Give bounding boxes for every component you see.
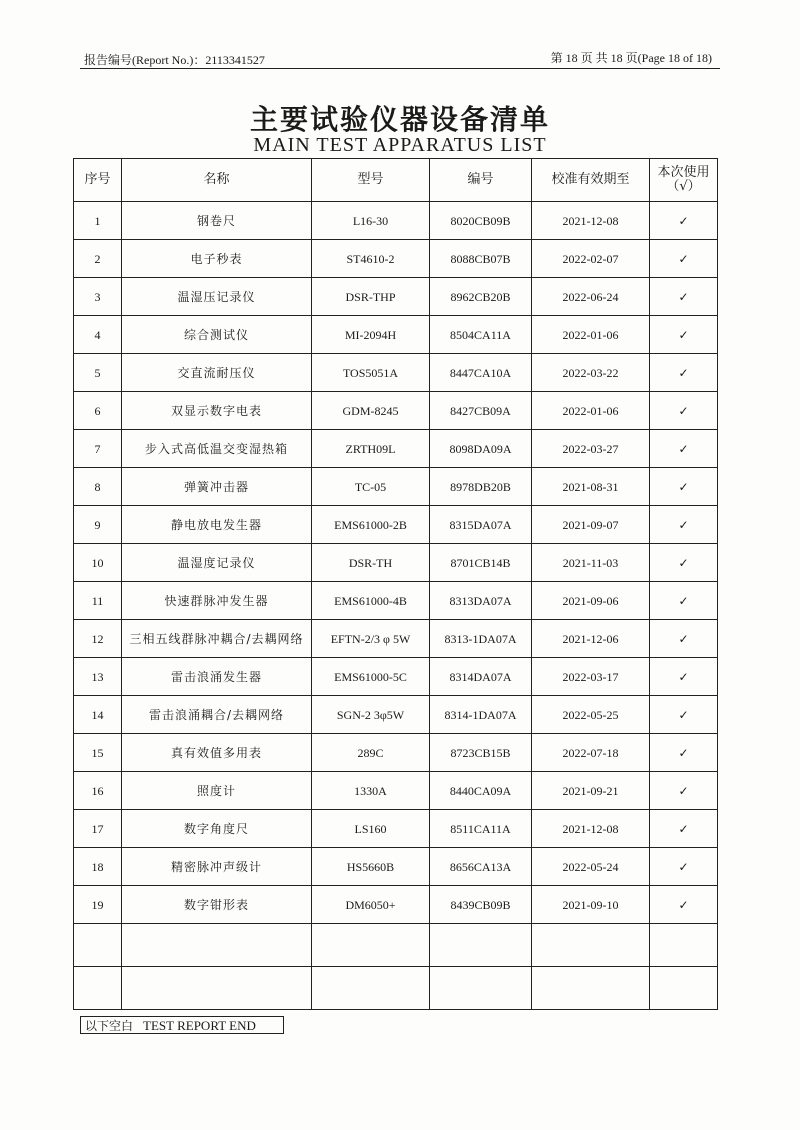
table-row (74, 620, 718, 658)
cell-name: 双显示数字电表 (122, 392, 312, 430)
cell-expiry: 2021-09-21 (532, 772, 650, 810)
cell-name: 综合测试仪 (122, 316, 312, 354)
cell-model: EMS61000-2B (312, 506, 430, 544)
end-label-english: TEST REPORT END (143, 1018, 256, 1033)
cell-expiry: 2022-03-22 (532, 354, 650, 392)
cell-name: 数字钳形表 (122, 886, 312, 924)
cell-name: 精密脉冲声级计 (122, 848, 312, 886)
table-row (74, 658, 718, 696)
cell-no: 5 (74, 354, 122, 392)
cell-model: ZRTH09L (312, 430, 430, 468)
cell-serial: 8439CB09B (430, 886, 532, 924)
cell-used-check: ✓ (650, 240, 718, 278)
table-row (74, 468, 718, 506)
table-row (74, 696, 718, 734)
table-row (74, 582, 718, 620)
table-row (74, 506, 718, 544)
cell-name: 快速群脉冲发生器 (122, 582, 312, 620)
cell-no: 19 (74, 886, 122, 924)
apparatus-table (73, 158, 718, 1010)
cell-expiry: 2021-09-07 (532, 506, 650, 544)
end-label-chinese: 以下空白 (85, 1019, 134, 1033)
table-row (74, 278, 718, 316)
cell-no: 6 (74, 392, 122, 430)
header-serial: 编号 (430, 159, 532, 202)
header-model: 型号 (312, 159, 430, 202)
cell-no: 10 (74, 544, 122, 582)
cell-model: ST4610-2 (312, 240, 430, 278)
cell-model: 1330A (312, 772, 430, 810)
cell-no: 15 (74, 734, 122, 772)
cell-serial: 8723CB15B (430, 734, 532, 772)
cell-name: 雷击浪涌耦合/去耦网络 (122, 696, 312, 734)
table-row (74, 544, 718, 582)
cell-serial: 8315DA07A (430, 506, 532, 544)
table-row (74, 772, 718, 810)
cell-used-check: ✓ (650, 544, 718, 582)
cell-expiry: 2021-09-10 (532, 886, 650, 924)
cell-serial: 8088CB07B (430, 240, 532, 278)
cell-no: 7 (74, 430, 122, 468)
cell-used-check: ✓ (650, 468, 718, 506)
cell-no: 18 (74, 848, 122, 886)
header-name: 名称 (122, 159, 312, 202)
cell-used-check: ✓ (650, 582, 718, 620)
cell-serial: 8701CB14B (430, 544, 532, 582)
cell-used-check: ✓ (650, 506, 718, 544)
cell-no: 12 (74, 620, 122, 658)
cell-expiry: 2022-07-18 (532, 734, 650, 772)
cell-expiry: 2021-12-08 (532, 202, 650, 240)
cell-expiry: 2021-09-06 (532, 582, 650, 620)
cell-name: 温湿压记录仪 (122, 278, 312, 316)
table-row-blank (74, 967, 718, 1010)
cell-expiry: 2021-08-31 (532, 468, 650, 506)
cell-serial: 8511CA11A (430, 810, 532, 848)
cell-serial: 8440CA09A (430, 772, 532, 810)
blank-cell (122, 967, 312, 1010)
cell-name: 温湿度记录仪 (122, 544, 312, 582)
table-row (74, 848, 718, 886)
blank-cell (650, 924, 718, 967)
blank-cell (430, 924, 532, 967)
cell-serial: 8098DA09A (430, 430, 532, 468)
cell-model: 289C (312, 734, 430, 772)
cell-used-check: ✓ (650, 886, 718, 924)
blank-cell (532, 924, 650, 967)
cell-no: 1 (74, 202, 122, 240)
cell-model: LS160 (312, 810, 430, 848)
cell-model: EMS61000-4B (312, 582, 430, 620)
cell-expiry: 2022-01-06 (532, 392, 650, 430)
cell-no: 8 (74, 468, 122, 506)
cell-used-check: ✓ (650, 620, 718, 658)
cell-model: TOS5051A (312, 354, 430, 392)
header-used: 本次使用（√） (650, 159, 718, 202)
table-body (74, 202, 718, 1010)
cell-serial: 8978DB20B (430, 468, 532, 506)
cell-used-check: ✓ (650, 316, 718, 354)
page-title-chinese: 主要试验仪器设备清单 (249, 103, 550, 136)
cell-model: DM6050+ (312, 886, 430, 924)
cell-model: L16-30 (312, 202, 430, 240)
cell-expiry: 2022-06-24 (532, 278, 650, 316)
cell-no: 4 (74, 316, 122, 354)
cell-model: MI-2094H (312, 316, 430, 354)
blank-cell (74, 967, 122, 1010)
cell-used-check: ✓ (650, 810, 718, 848)
cell-no: 13 (74, 658, 122, 696)
cell-expiry: 2021-12-08 (532, 810, 650, 848)
cell-name: 三相五线群脉冲耦合/去耦网络 (122, 620, 312, 658)
page-indicator: 第 18 页 共 18 页(Page 18 of 18) (550, 51, 712, 65)
cell-serial: 8504CA11A (430, 316, 532, 354)
cell-used-check: ✓ (650, 734, 718, 772)
blank-cell (312, 967, 430, 1010)
cell-no: 11 (74, 582, 122, 620)
blank-cell (312, 924, 430, 967)
cell-name: 照度计 (122, 772, 312, 810)
cell-expiry: 2022-03-27 (532, 430, 650, 468)
table-row (74, 202, 718, 240)
table-row (74, 810, 718, 848)
table-row (74, 240, 718, 278)
cell-serial: 8313DA07A (430, 582, 532, 620)
cell-no: 17 (74, 810, 122, 848)
cell-serial: 8427CB09A (430, 392, 532, 430)
cell-model: EMS61000-5C (312, 658, 430, 696)
cell-used-check: ✓ (650, 658, 718, 696)
cell-model: DSR-TH (312, 544, 430, 582)
cell-used-check: ✓ (650, 392, 718, 430)
table-row (74, 316, 718, 354)
page-title-english: MAIN TEST APPARATUS LIST (253, 134, 547, 156)
cell-model: HS5660B (312, 848, 430, 886)
cell-expiry: 2022-03-17 (532, 658, 650, 696)
cell-used-check: ✓ (650, 278, 718, 316)
cell-serial: 8020CB09B (430, 202, 532, 240)
cell-model: EFTN-2/3 φ 5W (312, 620, 430, 658)
cell-name: 电子秒表 (122, 240, 312, 278)
cell-expiry: 2021-12-06 (532, 620, 650, 658)
blank-cell (430, 967, 532, 1010)
cell-model: DSR-THP (312, 278, 430, 316)
cell-no: 14 (74, 696, 122, 734)
cell-used-check: ✓ (650, 202, 718, 240)
cell-serial: 8314DA07A (430, 658, 532, 696)
cell-used-check: ✓ (650, 848, 718, 886)
cell-no: 16 (74, 772, 122, 810)
header-no: 序号 (74, 159, 122, 202)
cell-serial: 8656CA13A (430, 848, 532, 886)
cell-serial: 8962CB20B (430, 278, 532, 316)
cell-model: TC-05 (312, 468, 430, 506)
cell-no: 9 (74, 506, 122, 544)
table-row (74, 392, 718, 430)
table-row (74, 430, 718, 468)
cell-used-check: ✓ (650, 696, 718, 734)
blank-cell (650, 967, 718, 1010)
blank-cell (122, 924, 312, 967)
cell-serial: 8447CA10A (430, 354, 532, 392)
cell-name: 交直流耐压仪 (122, 354, 312, 392)
cell-name: 弹簧冲击器 (122, 468, 312, 506)
cell-name: 真有效值多用表 (122, 734, 312, 772)
cell-no: 2 (74, 240, 122, 278)
cell-expiry: 2022-05-25 (532, 696, 650, 734)
cell-name: 数字角度尺 (122, 810, 312, 848)
table-row-blank (74, 924, 718, 967)
cell-model: GDM-8245 (312, 392, 430, 430)
header-divider (80, 68, 720, 69)
cell-expiry: 2022-05-24 (532, 848, 650, 886)
cell-serial: 8314-1DA07A (430, 696, 532, 734)
blank-cell (532, 967, 650, 1010)
cell-name: 钢卷尺 (122, 202, 312, 240)
cell-name: 雷击浪涌发生器 (122, 658, 312, 696)
cell-model: SGN-2 3φ5W (312, 696, 430, 734)
cell-no: 3 (74, 278, 122, 316)
cell-used-check: ✓ (650, 772, 718, 810)
table-row (74, 354, 718, 392)
header-expiry: 校准有效期至 (532, 159, 650, 202)
cell-serial: 8313-1DA07A (430, 620, 532, 658)
report-end-marker (80, 1016, 284, 1034)
table-row (74, 734, 718, 772)
table-row (74, 886, 718, 924)
cell-expiry: 2022-02-07 (532, 240, 650, 278)
cell-used-check: ✓ (650, 354, 718, 392)
cell-expiry: 2022-01-06 (532, 316, 650, 354)
blank-cell (74, 924, 122, 967)
table-header-row (74, 159, 718, 202)
cell-name: 静电放电发生器 (122, 506, 312, 544)
cell-name: 步入式高低温交变湿热箱 (122, 430, 312, 468)
cell-used-check: ✓ (650, 430, 718, 468)
cell-expiry: 2021-11-03 (532, 544, 650, 582)
report-number: 报告编号(Report No.)：2113341527 (84, 53, 265, 67)
